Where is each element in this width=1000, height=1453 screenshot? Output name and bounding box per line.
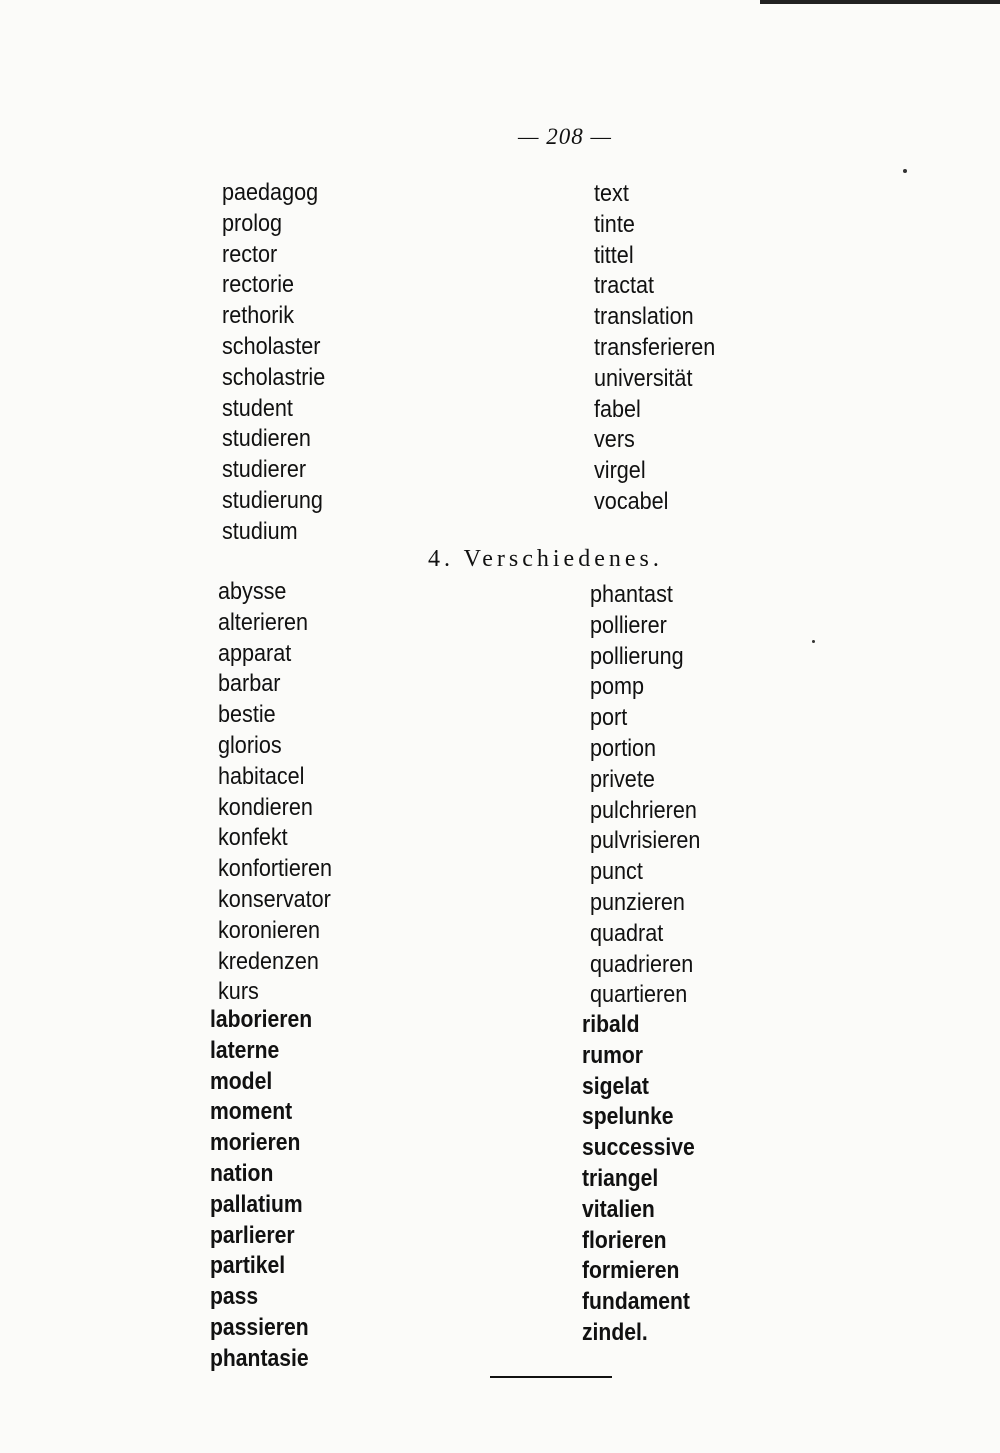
word-text: translation	[594, 303, 694, 331]
word-entry	[210, 1344, 326, 1375]
word-text: kondieren	[218, 793, 313, 821]
word-entry	[590, 980, 713, 1011]
word-entry	[210, 1067, 326, 1098]
word-entry	[218, 639, 345, 670]
word-entry	[590, 611, 713, 642]
word-text: pomp	[590, 673, 645, 701]
word-entry	[222, 455, 337, 486]
word-text: pollierung	[590, 642, 684, 670]
word-text: model	[210, 1067, 273, 1095]
word-entry	[590, 703, 713, 734]
word-entry	[222, 209, 337, 240]
word-text: text	[594, 180, 629, 207]
word-entry	[210, 1190, 326, 1221]
word-entry	[218, 577, 345, 608]
word-text: vitalien	[582, 1195, 655, 1223]
word-text: vocabel	[594, 487, 669, 515]
word-text: sigelat	[582, 1072, 649, 1100]
word-entry	[218, 669, 345, 700]
word-entry	[222, 332, 337, 363]
word-entry	[582, 1010, 710, 1041]
word-entry	[590, 950, 713, 981]
word-text: studium	[222, 517, 298, 545]
word-entry	[210, 1097, 326, 1128]
word-entry	[590, 672, 713, 703]
word-text: barbar	[218, 670, 281, 698]
word-entry	[582, 1072, 710, 1103]
word-text: tittel	[594, 241, 634, 269]
word-entry	[210, 1005, 326, 1036]
word-entry	[582, 1102, 710, 1133]
word-text: pollierer	[590, 611, 667, 639]
word-entry	[222, 178, 337, 209]
word-text: nation	[210, 1159, 274, 1187]
word-entry	[590, 642, 713, 673]
word-text: florieren	[582, 1226, 667, 1254]
word-entry	[218, 823, 345, 854]
word-entry	[594, 487, 729, 518]
word-text: studieren	[222, 425, 311, 453]
word-list-right-top	[594, 179, 729, 518]
word-text: konfekt	[218, 824, 288, 852]
word-text: ribald	[582, 1011, 640, 1038]
word-text: triangel	[582, 1164, 659, 1192]
word-text: kredenzen	[218, 947, 319, 975]
word-entry	[594, 395, 729, 426]
word-text: scholaster	[222, 332, 321, 360]
word-entry	[590, 857, 713, 888]
word-text: bestie	[218, 701, 276, 729]
word-text: studierer	[222, 456, 307, 484]
word-text: tinte	[594, 210, 635, 238]
word-entry	[218, 608, 345, 639]
word-text: pallatium	[210, 1190, 303, 1218]
word-entry	[222, 517, 337, 548]
speck-mark	[903, 169, 907, 173]
word-text: phantast	[590, 581, 673, 608]
word-entry	[222, 394, 337, 425]
word-text: privete	[590, 765, 655, 793]
word-list-right-bottom	[582, 1010, 710, 1349]
word-entry	[210, 1313, 326, 1344]
word-entry	[218, 977, 345, 1008]
top-edge-line	[760, 0, 1000, 4]
word-text: quartieren	[590, 981, 688, 1009]
word-entry	[594, 364, 729, 395]
word-text: formieren	[582, 1257, 680, 1285]
word-text: universität	[594, 364, 693, 392]
word-entry	[594, 271, 729, 302]
word-text: konservator	[218, 885, 331, 913]
word-text: habitacel	[218, 762, 305, 790]
word-entry	[582, 1133, 710, 1164]
word-text: port	[590, 704, 628, 732]
end-rule	[490, 1376, 612, 1378]
word-text: transferieren	[594, 333, 716, 361]
word-entry	[218, 793, 345, 824]
word-entry	[222, 424, 337, 455]
word-entry	[210, 1036, 326, 1067]
word-text: abysse	[218, 578, 287, 605]
word-entry	[582, 1256, 710, 1287]
word-entry	[210, 1159, 326, 1190]
word-entry	[594, 333, 729, 364]
word-text: koronieren	[218, 916, 321, 944]
word-entry	[594, 210, 729, 241]
word-entry	[590, 580, 713, 611]
word-text: spelunke	[582, 1103, 674, 1131]
section-heading: 4. Verschiedenes.	[428, 546, 663, 572]
word-entry	[222, 486, 337, 517]
word-entry	[218, 700, 345, 731]
word-entry	[582, 1287, 710, 1318]
word-text: alterieren	[218, 608, 309, 636]
word-text: rethorik	[222, 302, 295, 330]
word-entry	[594, 456, 729, 487]
word-text: parlierer	[210, 1221, 295, 1249]
word-entry	[590, 765, 713, 796]
word-entry	[218, 854, 345, 885]
word-entry	[218, 762, 345, 793]
word-text: laborieren	[210, 1006, 313, 1033]
word-entry	[218, 731, 345, 762]
word-entry	[594, 179, 729, 210]
word-text: fabel	[594, 395, 641, 423]
word-entry	[210, 1221, 326, 1252]
word-text: glorios	[218, 731, 282, 759]
word-entry	[582, 1318, 710, 1349]
word-text: kurs	[218, 978, 259, 1006]
word-text: zindel.	[582, 1318, 648, 1346]
word-list-left-bottom	[210, 1005, 326, 1375]
word-entry	[210, 1251, 326, 1282]
word-entry	[590, 919, 713, 950]
word-entry	[582, 1195, 710, 1226]
word-text: tractat	[594, 272, 655, 300]
word-text: virgel	[594, 457, 646, 485]
word-list-right-middle	[590, 580, 713, 1011]
word-text: rector	[222, 240, 278, 268]
word-text: phantasie	[210, 1344, 309, 1372]
word-entry	[594, 302, 729, 333]
word-text: pulvrisieren	[590, 827, 701, 855]
word-list-left-middle	[218, 577, 345, 1008]
word-text: passieren	[210, 1313, 309, 1341]
word-text: rumor	[582, 1041, 644, 1069]
word-text: partikel	[210, 1252, 286, 1280]
word-text: konfortieren	[218, 855, 333, 883]
word-text: student	[222, 394, 293, 422]
word-entry	[210, 1128, 326, 1159]
word-entry	[594, 241, 729, 272]
word-text: pulchrieren	[590, 796, 697, 824]
word-text: vers	[594, 426, 635, 454]
word-text: laterne	[210, 1036, 280, 1064]
word-text: paedagog	[222, 179, 319, 206]
word-text: quadrat	[590, 919, 664, 947]
word-entry	[210, 1282, 326, 1313]
word-entry	[590, 796, 713, 827]
word-entry	[582, 1041, 710, 1072]
word-entry	[582, 1226, 710, 1257]
word-text: punzieren	[590, 888, 685, 916]
word-entry	[222, 240, 337, 271]
word-entry	[222, 301, 337, 332]
word-text: studierung	[222, 486, 323, 514]
speck-mark	[812, 640, 815, 643]
word-text: scholastrie	[222, 363, 326, 391]
word-text: rectorie	[222, 271, 295, 299]
word-text: fundament	[582, 1288, 690, 1316]
word-entry	[222, 363, 337, 394]
word-text: morieren	[210, 1129, 301, 1157]
word-entry	[218, 885, 345, 916]
word-entry	[594, 425, 729, 456]
word-entry	[222, 270, 337, 301]
word-text: pass	[210, 1283, 259, 1311]
word-list-left-top	[222, 178, 337, 548]
word-text: quadrieren	[590, 950, 694, 978]
word-entry	[590, 734, 713, 765]
word-text: punct	[590, 858, 643, 886]
word-text: moment	[210, 1098, 293, 1126]
word-entry	[590, 888, 713, 919]
page-number: — 208 —	[518, 124, 612, 149]
word-entry	[590, 826, 713, 857]
word-entry	[218, 916, 345, 947]
word-text: prolog	[222, 209, 283, 237]
word-entry	[582, 1164, 710, 1195]
word-text: apparat	[218, 639, 292, 667]
word-text: successive	[582, 1134, 695, 1162]
word-text: portion	[590, 734, 657, 762]
word-entry	[218, 947, 345, 978]
